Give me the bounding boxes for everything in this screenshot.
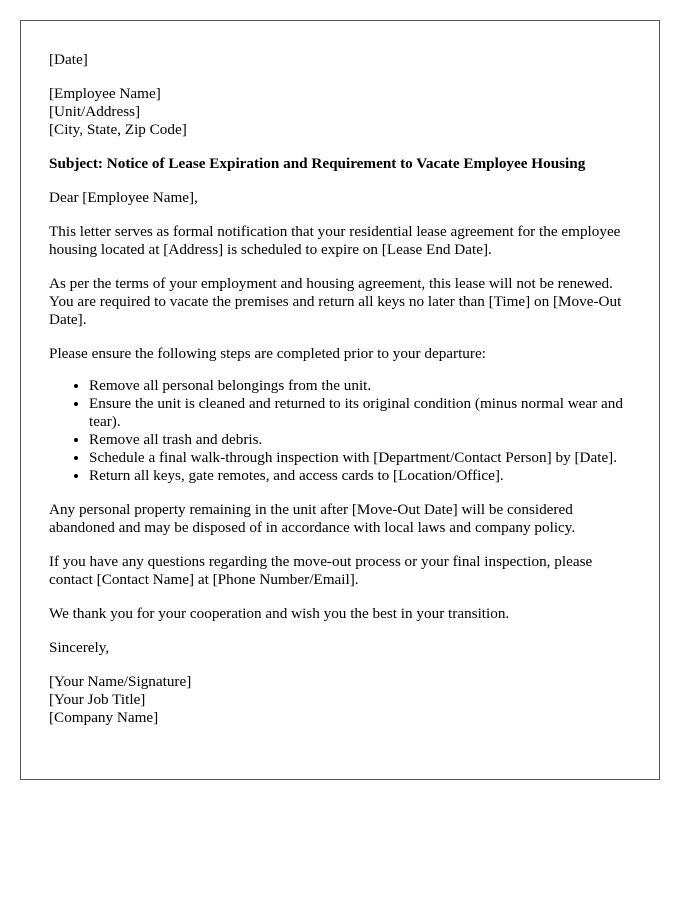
recipient-block [49, 85, 631, 139]
list-item: • Return all keys, gate remotes, and access cards to [Location/Office]. [89, 467, 631, 485]
recipient-city: [City, State, Zip Code] [49, 121, 187, 138]
list-item: • Schedule a final walk-through inspection with [Department/Contact Person] by [Date]. [89, 449, 631, 467]
list-item: • Remove all personal belongings from the unit. [89, 377, 631, 395]
signature-company: [Company Name] [49, 709, 159, 726]
letter-closing: Sincerely, [49, 639, 110, 656]
signature-name: [Your Name/Signature] [49, 673, 192, 690]
paragraph-property: Any personal property remaining in the unit after [Move-Out Date] will be considered abandoned and may be disposed of in accordance with local laws and company policy. [49, 501, 576, 536]
list-item: • Remove all trash and debris. [89, 431, 631, 449]
letter-page [20, 20, 660, 780]
paragraph-thanks: We thank you for your cooperation and wish you the best in your transition. [49, 605, 510, 622]
paragraph-steps-intro: Please ensure the following steps are completed prior to your departure: [49, 345, 486, 362]
letter-subject: Subject: Notice of Lease Expiration and Requirement to Vacate Employee Housing [49, 155, 586, 172]
list-item: • Ensure the unit is cleaned and returned to its original condition (minus normal wear and tear). [89, 395, 631, 431]
steps-list [49, 377, 631, 485]
recipient-name: [Employee Name] [49, 85, 161, 102]
paragraph-notification: This letter serves as formal notification that your residential lease agreement for the employee housing located at [Address] is scheduled to expire on [Lease End Date]. [49, 223, 621, 258]
letter-greeting: Dear [Employee Name], [49, 189, 198, 206]
paragraph-questions: If you have any questions regarding the move-out process or your final inspection, please contact [Contact Name] at [Phone Number/Email]. [49, 553, 593, 588]
letter-date: [Date] [49, 51, 88, 68]
paragraph-vacate: As per the terms of your employment and housing agreement, this lease will not be renewed. You are required to vacate the premises and return all keys no later than [Time] on [Move-Out Date]. [49, 275, 622, 328]
signature-title: [Your Job Title] [49, 691, 146, 708]
signature-block [49, 673, 631, 727]
recipient-unit: [Unit/Address] [49, 103, 141, 120]
